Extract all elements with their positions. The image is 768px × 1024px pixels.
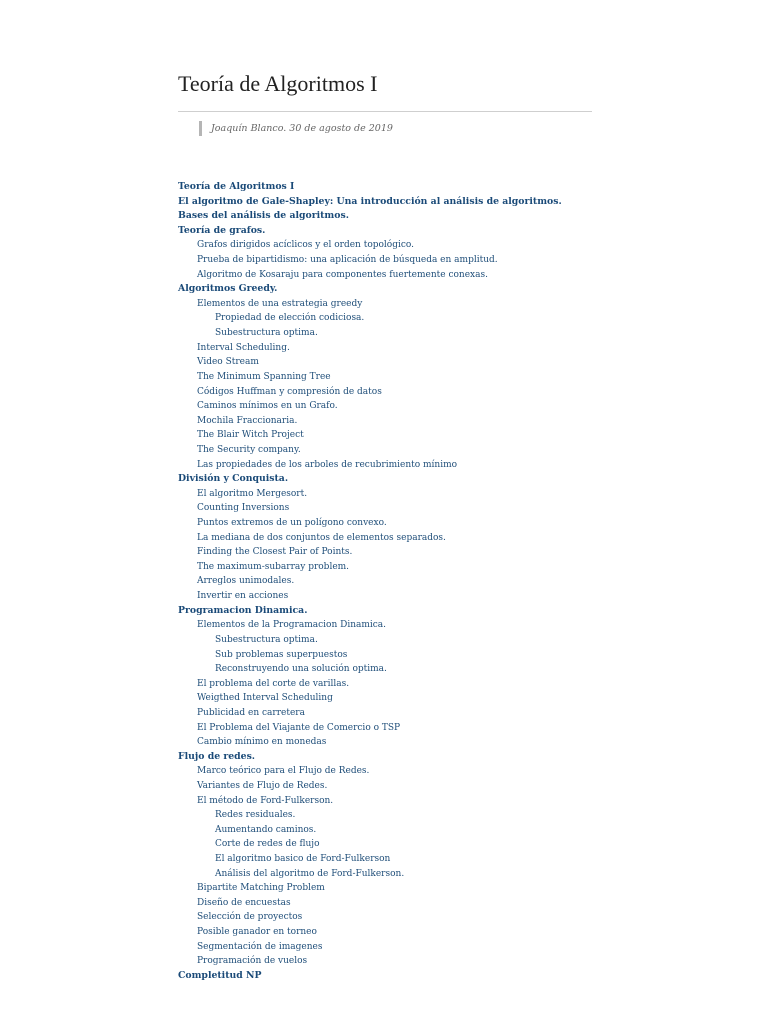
- toc-link-level-2[interactable]: Caminos mínimos en un Grafo.: [197, 401, 338, 412]
- toc-link-level-3[interactable]: Reconstruyendo una solución optima.: [215, 664, 387, 675]
- toc-link-level-3[interactable]: Subestructura optima.: [215, 634, 318, 645]
- toc-link-level-1[interactable]: Teoría de grafos.: [178, 224, 266, 236]
- toc-link-level-2[interactable]: Diseño de encuestas: [197, 897, 291, 908]
- toc-link-level-3[interactable]: Subestructura optima.: [215, 328, 318, 339]
- toc-link-level-3[interactable]: Sub problemas superpuestos: [215, 649, 348, 660]
- toc-link-level-2[interactable]: La mediana de dos conjuntos de elementos separados.: [197, 532, 446, 543]
- toc-link-level-2[interactable]: El problema del corte de varillas.: [197, 678, 350, 689]
- toc-link-level-2[interactable]: Arreglos unimodales.: [197, 576, 295, 587]
- toc-link-level-1[interactable]: Teoría de Algoritmos I: [178, 181, 295, 192]
- toc-link-level-2[interactable]: Selección de proyectos: [197, 912, 303, 923]
- toc-link-level-2[interactable]: Elementos de la Programacion Dinamica.: [197, 620, 387, 631]
- toc-link-level-2[interactable]: Elementos de una estrategia greedy: [197, 298, 363, 309]
- toc-link-level-2[interactable]: Video Stream: [197, 357, 259, 368]
- toc-link-level-2[interactable]: The Minimum Spanning Tree: [197, 371, 331, 382]
- toc-link-level-2[interactable]: Posible ganador en torneo: [197, 927, 317, 938]
- toc-link-level-2[interactable]: Finding the Closest Pair of Points.: [197, 547, 353, 558]
- toc-link-level-2[interactable]: The maximum-subarray problem.: [197, 561, 350, 572]
- toc-link-level-2[interactable]: Las propiedades de los arboles de recubrimiento mínimo: [197, 459, 458, 470]
- toc-link-level-1[interactable]: Completitud NP: [178, 969, 262, 981]
- toc-link-level-1[interactable]: Bases del análisis de algoritmos.: [178, 210, 349, 222]
- toc-link-level-2[interactable]: Variantes de Flujo de Redes.: [197, 780, 328, 791]
- toc-link-level-3[interactable]: Aumentando caminos.: [215, 824, 317, 835]
- toc-link-level-2[interactable]: Códigos Huffman y compresión de datos: [197, 386, 382, 397]
- table-of-contents: [178, 180, 562, 984]
- toc-link-level-2[interactable]: The Security company.: [197, 444, 301, 455]
- author-date-byline: Joaquín Blanco. 30 de agosto de 2019: [199, 121, 393, 136]
- toc-link-level-2[interactable]: The Blair Witch Project: [197, 430, 304, 441]
- toc-link-level-1[interactable]: Flujo de redes.: [178, 750, 256, 762]
- toc-link-level-2[interactable]: Cambio mínimo en monedas: [197, 737, 327, 748]
- toc-link-level-3[interactable]: Corte de redes de flujo: [215, 839, 320, 850]
- toc-link-level-3[interactable]: El algoritmo basico de Ford-Fulkerson: [215, 854, 391, 865]
- toc-link-level-2[interactable]: Prueba de bipartidismo: una aplicación de búsqueda en amplitud.: [197, 255, 498, 266]
- page-title: Teoría de Algoritmos I: [178, 71, 378, 96]
- toc-link-level-2[interactable]: Marco teórico para el Flujo de Redes.: [197, 766, 370, 777]
- title-divider: [178, 111, 592, 112]
- toc-link-level-2[interactable]: Publicidad en carretera: [197, 707, 305, 718]
- toc-link-level-2[interactable]: Counting Inversions: [197, 503, 290, 514]
- toc-link-level-2[interactable]: Programación de vuelos: [197, 956, 308, 967]
- toc-link-level-2[interactable]: El método de Ford-Fulkerson.: [197, 795, 334, 806]
- toc-link-level-2[interactable]: Weigthed Interval Scheduling: [197, 693, 333, 704]
- toc-link-level-2[interactable]: Mochila Fraccionaria.: [197, 415, 298, 426]
- toc-link-level-2[interactable]: Invertir en acciones: [197, 591, 289, 602]
- toc-link-level-2[interactable]: Interval Scheduling.: [197, 342, 290, 353]
- toc-link-level-3[interactable]: Propiedad de elección codiciosa.: [215, 313, 365, 324]
- toc-link-level-2[interactable]: Grafos dirigidos acíclicos y el orden topológico.: [197, 240, 415, 251]
- toc-link-level-2[interactable]: Algoritmo de Kosaraju para componentes fuertemente conexas.: [197, 269, 488, 280]
- toc-link-level-2[interactable]: El algoritmo Mergesort.: [197, 488, 308, 499]
- toc-link-level-2[interactable]: Segmentación de imagenes: [197, 941, 323, 952]
- toc-link-level-1[interactable]: El algoritmo de Gale-Shapley: Una introducción al análisis de algoritmos.: [178, 195, 562, 207]
- toc-link-level-3[interactable]: Análisis del algoritmo de Ford-Fulkerson.: [215, 868, 405, 879]
- toc-link-level-2[interactable]: Puntos extremos de un polígono convexo.: [197, 518, 387, 529]
- toc-link-level-2[interactable]: Bipartite Matching Problem: [197, 883, 325, 894]
- toc-link-level-1[interactable]: División y Conquista.: [178, 473, 289, 485]
- toc-link-level-1[interactable]: Algoritmos Greedy.: [178, 283, 278, 295]
- toc-link-level-3[interactable]: Redes residuales.: [215, 810, 296, 821]
- toc-link-level-2[interactable]: El Problema del Viajante de Comercio o TSP: [197, 722, 401, 733]
- toc-link-level-1[interactable]: Programacion Dinamica.: [178, 604, 308, 616]
